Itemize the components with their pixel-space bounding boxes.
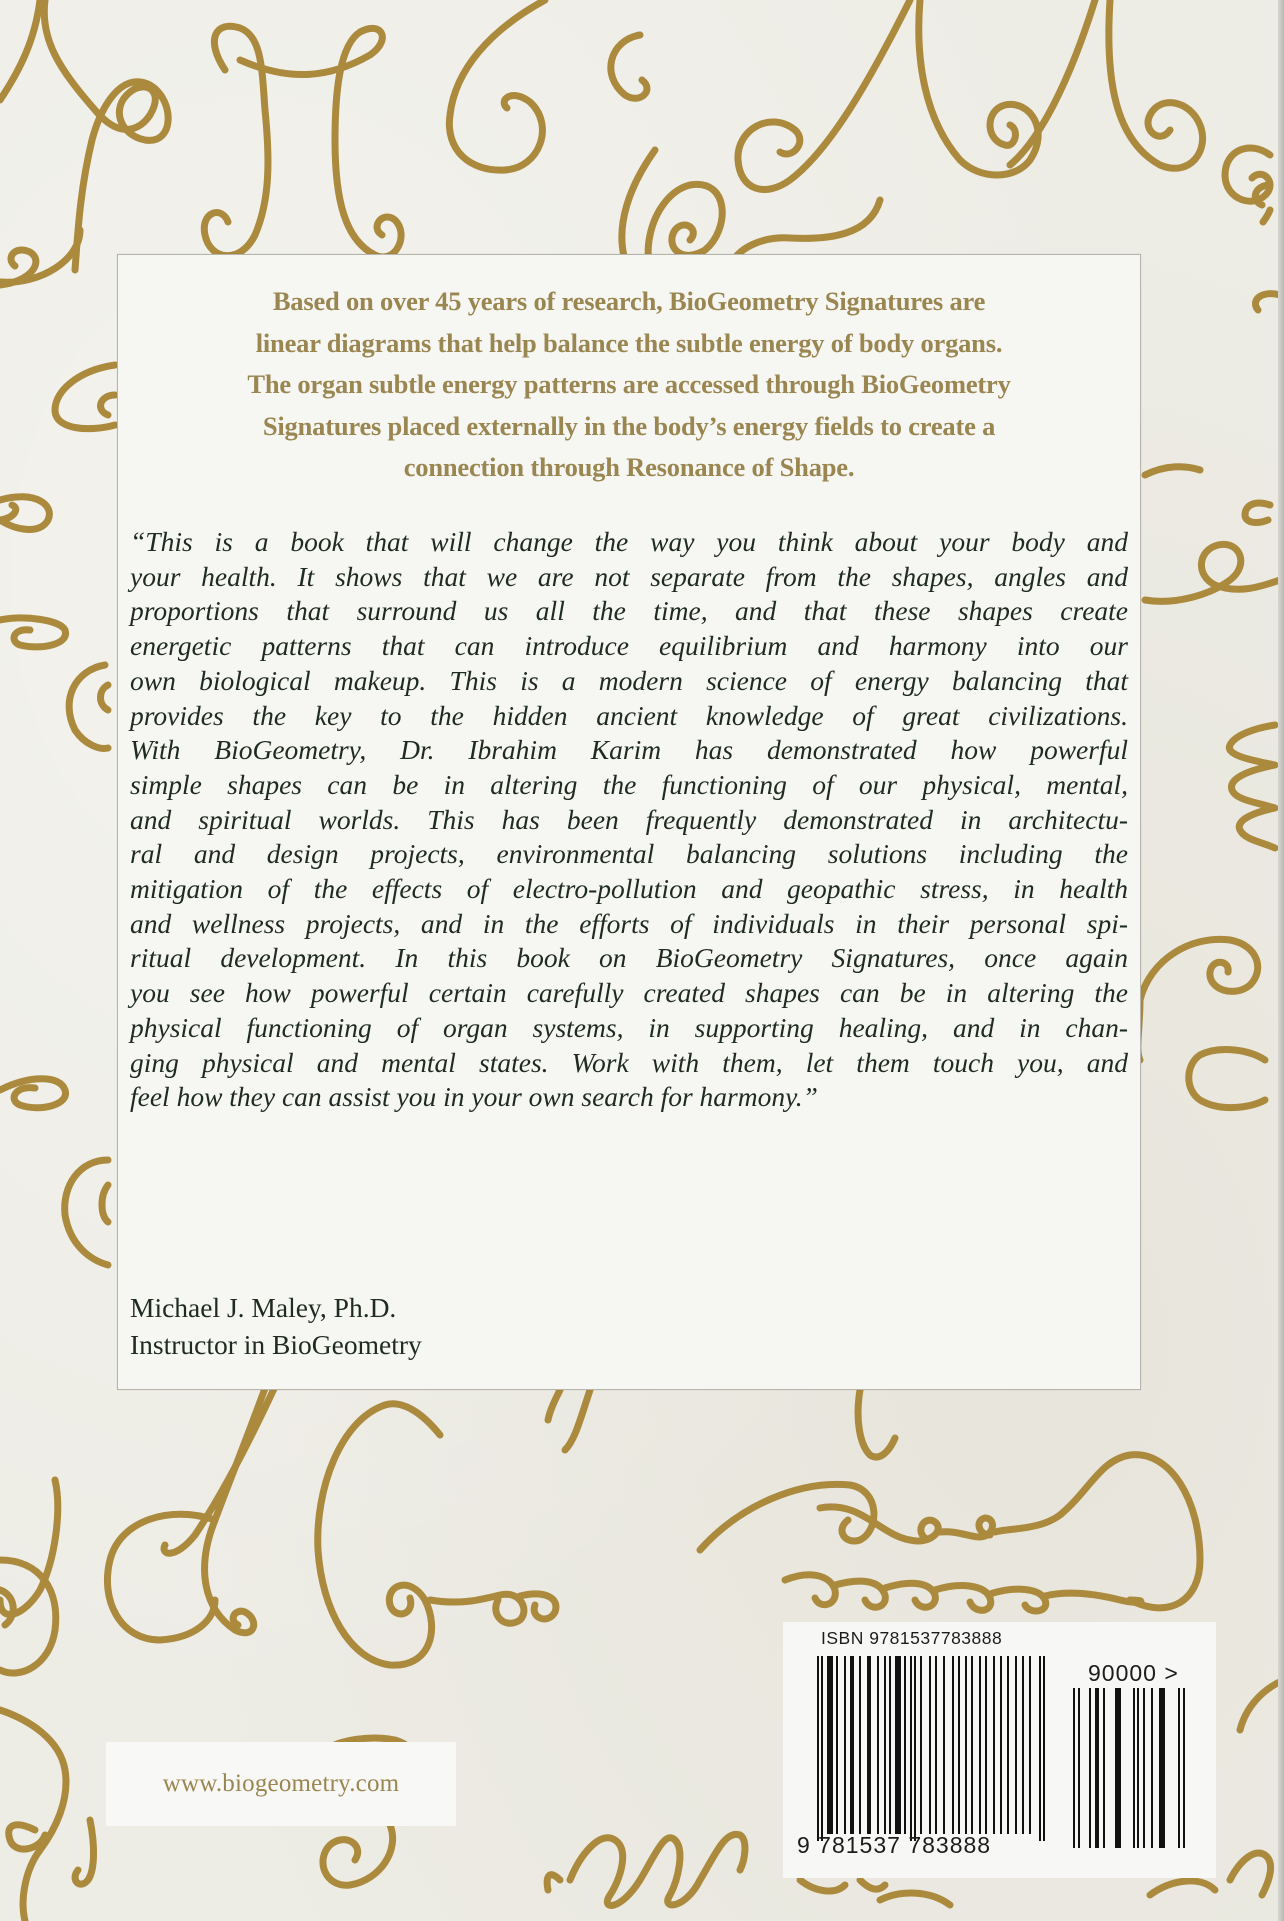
website-link[interactable]: www.biogeometry.com <box>162 1770 400 1797</box>
quote-line: energetic patterns that can introduce equilibrium and harmony into our <box>130 630 1128 662</box>
quote-attribution <box>130 1289 422 1363</box>
quote-line: physical functioning of organ systems, in supporting healing, and in chan- <box>130 1011 1128 1043</box>
quote-line: and spiritual worlds. This has been frequently demonstrated in architectu- <box>130 803 1128 835</box>
quote-line: your health. It shows that we are not separate from the shapes, angles and <box>130 560 1128 592</box>
blurb-line: Based on over 45 years of research, BioGeometry Signatures are <box>272 286 986 316</box>
isbn-barcode-icon <box>817 1656 1049 1841</box>
quote-line: proportions that surround us all the time, and that these shapes create <box>130 595 1128 627</box>
quote-line: ral and design projects, environmental balancing solutions including the <box>130 838 1128 870</box>
quote-line: With BioGeometry, Dr. Ibrahim Karim has demonstrated how powerful <box>130 734 1128 766</box>
quote-line: ging physical and mental states. Work with them, let them touch you, and <box>130 1046 1128 1078</box>
quote-line: mitigation of the effects of electro-pollution and geopathic stress, in health <box>130 873 1128 905</box>
quote-line: provides the key to the hidden ancient knowledge of great civilizations. <box>130 699 1128 731</box>
blurb-line: Signatures placed externally in the body’s energy fields to create a <box>262 410 996 441</box>
isbn-label: ISBN 9781537783888 <box>821 1628 1003 1648</box>
price-code-label: 90000 > <box>1088 1660 1179 1686</box>
quote-line: simple shapes can be in altering the functioning of our physical, mental, <box>130 768 1128 800</box>
quote-line: feel how they can assist you in your own search for harmony.” <box>130 1081 818 1113</box>
book-blurb <box>138 281 1120 489</box>
quote-line: own biological makeup. This is a modern science of energy balancing that <box>130 664 1128 696</box>
quote-line: ritual development. In this book on BioGeometry Signatures, once again <box>130 942 1128 974</box>
barcode-panel <box>783 1622 1216 1878</box>
author-name: Michael J. Maley, Ph.D. <box>130 1292 397 1323</box>
author-title: Instructor in BioGeometry <box>130 1329 422 1360</box>
website-panel <box>106 1742 456 1826</box>
description-panel <box>117 254 1141 1390</box>
blurb-line: connection through Resonance of Shape. <box>403 452 855 482</box>
quote-line: you see how powerful certain carefully created shapes can be in altering the <box>130 977 1128 1009</box>
cover-edge-shadow <box>1278 0 1284 1921</box>
blurb-line: The organ subtle energy patterns are accessed through BioGeometry <box>247 369 1011 399</box>
endorsement-quote <box>130 525 1128 1115</box>
quote-line: and wellness projects, and in the efforts of individuals in their personal spi- <box>130 907 1128 939</box>
blurb-line: linear diagrams that help balance the subtle energy of body organs. <box>255 327 1003 358</box>
quote-line: “This is a book that will change the way you think about your body and <box>130 526 1128 557</box>
isbn-digits: 9 781537 783888 <box>797 1832 992 1858</box>
price-barcode-icon <box>1073 1688 1189 1848</box>
